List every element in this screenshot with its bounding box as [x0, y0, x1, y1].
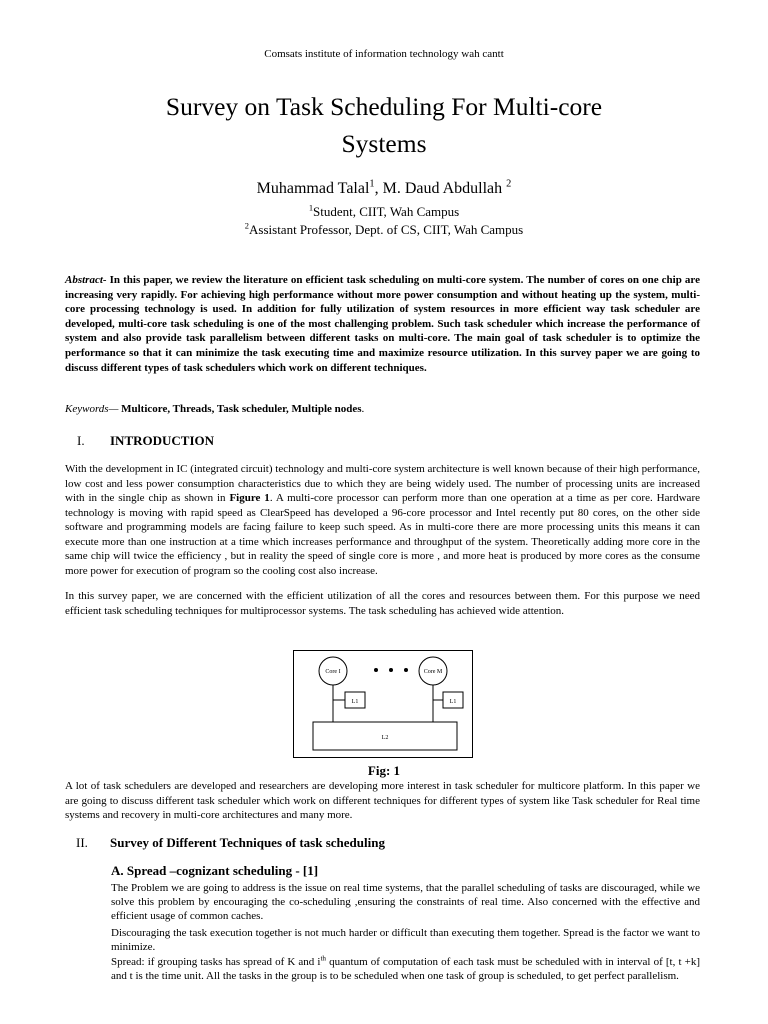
- affiliation-2: [0, 222, 768, 238]
- author-1: Muhammad Talal: [256, 180, 370, 197]
- intro-paragraph-2: In this survey paper, we are concerned with the efficient utilization of all the cores and resources between them. For this purpose we need efficient task scheduling techniques for multiprocessor systems. The task scheduling has achieved wide attention.: [65, 590, 700, 617]
- affiliation-2-sup: 2: [244, 220, 250, 231]
- core-m-label: Core M: [423, 669, 443, 675]
- affiliation-1-text: Student, CIIT, Wah Campus: [313, 204, 460, 219]
- figure-1-diagram: [293, 650, 473, 758]
- intro-p1-part-b: . A multi-core processor can perform more than one operation at a time as per core. Hardware technology is moving with rapid speed as ClearSpeed has developed a 96-core processor and Intel recently put 80 cores, on the other side software and programming models are facing failure to keep such speed. As in multi-core there are more processing units this means it can execute more than one instruction at a time which increases performance and throughput of the system. Theoretically adding more core in the same chip will twice the efficiency , but in reality the speed of single core is more , and more heat is produced by more cores as the consume more power for execution of program so the cooling cost also increase.: [65, 492, 700, 577]
- keywords-label: Keywords—: [65, 403, 119, 415]
- section2-paragraph-3: [111, 955, 700, 983]
- institute-header: Comsats institute of information technology wah cantt: [264, 48, 504, 60]
- intro-p1-part-a: With the development in IC (integrated circuit) technology and multi-core system architecture is well known because of their high performance, low cost and less power consumption characteristics due to which they are being widely used. The number of processing units are increased with in the single chip as shown in: [65, 463, 700, 504]
- author-1-sup: 1: [369, 178, 375, 190]
- core-1-label: Core I: [325, 669, 341, 675]
- keywords: [65, 403, 364, 415]
- l1-right-label: L1: [449, 699, 457, 705]
- l1-left-label: L1: [351, 699, 359, 705]
- keywords-value: Multicore, Threads, Task scheduler, Multiple nodes: [118, 403, 362, 415]
- section-title: INTRODUCTION: [110, 433, 215, 448]
- author-2: M. Daud Abdullah: [382, 180, 507, 197]
- ellipsis-dot: [404, 668, 408, 672]
- intro-paragraph-3: A lot of task schedulers are developed and researchers are developing more interest in task scheduler for multicore platform. In this paper we are going to discuss different task scheduler which work on different techniques for different types of system like Task scheduler for Real time systems and recovery in multi-core architectures and many more.: [65, 780, 700, 821]
- spread-def-b: quantum of computation of each task must be scheduled with in interval of [t, t +k] and t is the time unit. All the tasks in the group is to be scheduled when one task of group is scheduled, to get perfect parallelism.: [111, 956, 700, 983]
- title-line-1: Survey on Task Scheduling For Multi-core: [165, 92, 603, 121]
- figure-caption: Fig: 1: [367, 763, 401, 778]
- subsection-heading-a: A. Spread –cognizant scheduling - [1]: [111, 863, 319, 878]
- section-number: I.: [77, 433, 85, 448]
- intro-paragraph-1: [65, 462, 700, 578]
- affiliation-1: [0, 204, 768, 220]
- affiliation-2-text: Assistant Professor, Dept. of CS, CIIT, Wah Campus: [249, 222, 524, 237]
- section-title: Survey of Different Techniques of task scheduling: [110, 835, 385, 850]
- author-sep: ,: [374, 180, 383, 197]
- authors: [0, 180, 768, 198]
- section2-paragraph-1: The Problem we are going to address is the issue on real time systems, that the parallel scheduling of tasks are discouraged, while we solve this problem by encouraging the co-scheduling ,ensuring the constraints of real time. Also concerned with the effective and efficient usage of common caches.: [111, 882, 700, 923]
- abstract-text: In this paper, we review the literature on efficient task scheduling on multi-core system. The number of cores on one chip are increasing very rapidly. For achieving high performance without more power consumption and without heating up the system, multi-core processing technology is used. In addition for fully utilization of system resources in more efficient way task scheduler are developed, multi-core task scheduling is one of the most challenging problem. Such task scheduler which increase the performance of system and also provide task parallelism between different tasks on multi-core. The main goal of task scheduler is to optimize the performance so that it can minimize the task executing time and maximize resource utilization. In this survey paper we are going to discuss different types of task schedulers which work on different techniques.: [65, 274, 700, 374]
- l2-label: L2: [381, 735, 389, 741]
- ellipsis-dot: [389, 668, 393, 672]
- abstract-label: Abstract-: [65, 274, 107, 286]
- author-2-sup: 2: [506, 178, 512, 190]
- spread-def-a: Spread: if grouping tasks has spread of K and i: [111, 956, 321, 968]
- figure-reference: Figure 1: [229, 492, 270, 504]
- title-line-2: Systems: [341, 129, 427, 158]
- ellipsis-dot: [374, 668, 378, 672]
- spread-def-sup: th: [320, 954, 327, 963]
- section-number: II.: [76, 835, 88, 850]
- affiliation-1-sup: 1: [308, 202, 314, 213]
- section2-paragraph-2: Discouraging the task execution together is not much harder or difficult than executing them together. Spread is the factor we want to minimize.: [111, 927, 700, 954]
- abstract: [65, 273, 700, 375]
- paper-title: [0, 88, 768, 162]
- keywords-end: .: [361, 403, 365, 415]
